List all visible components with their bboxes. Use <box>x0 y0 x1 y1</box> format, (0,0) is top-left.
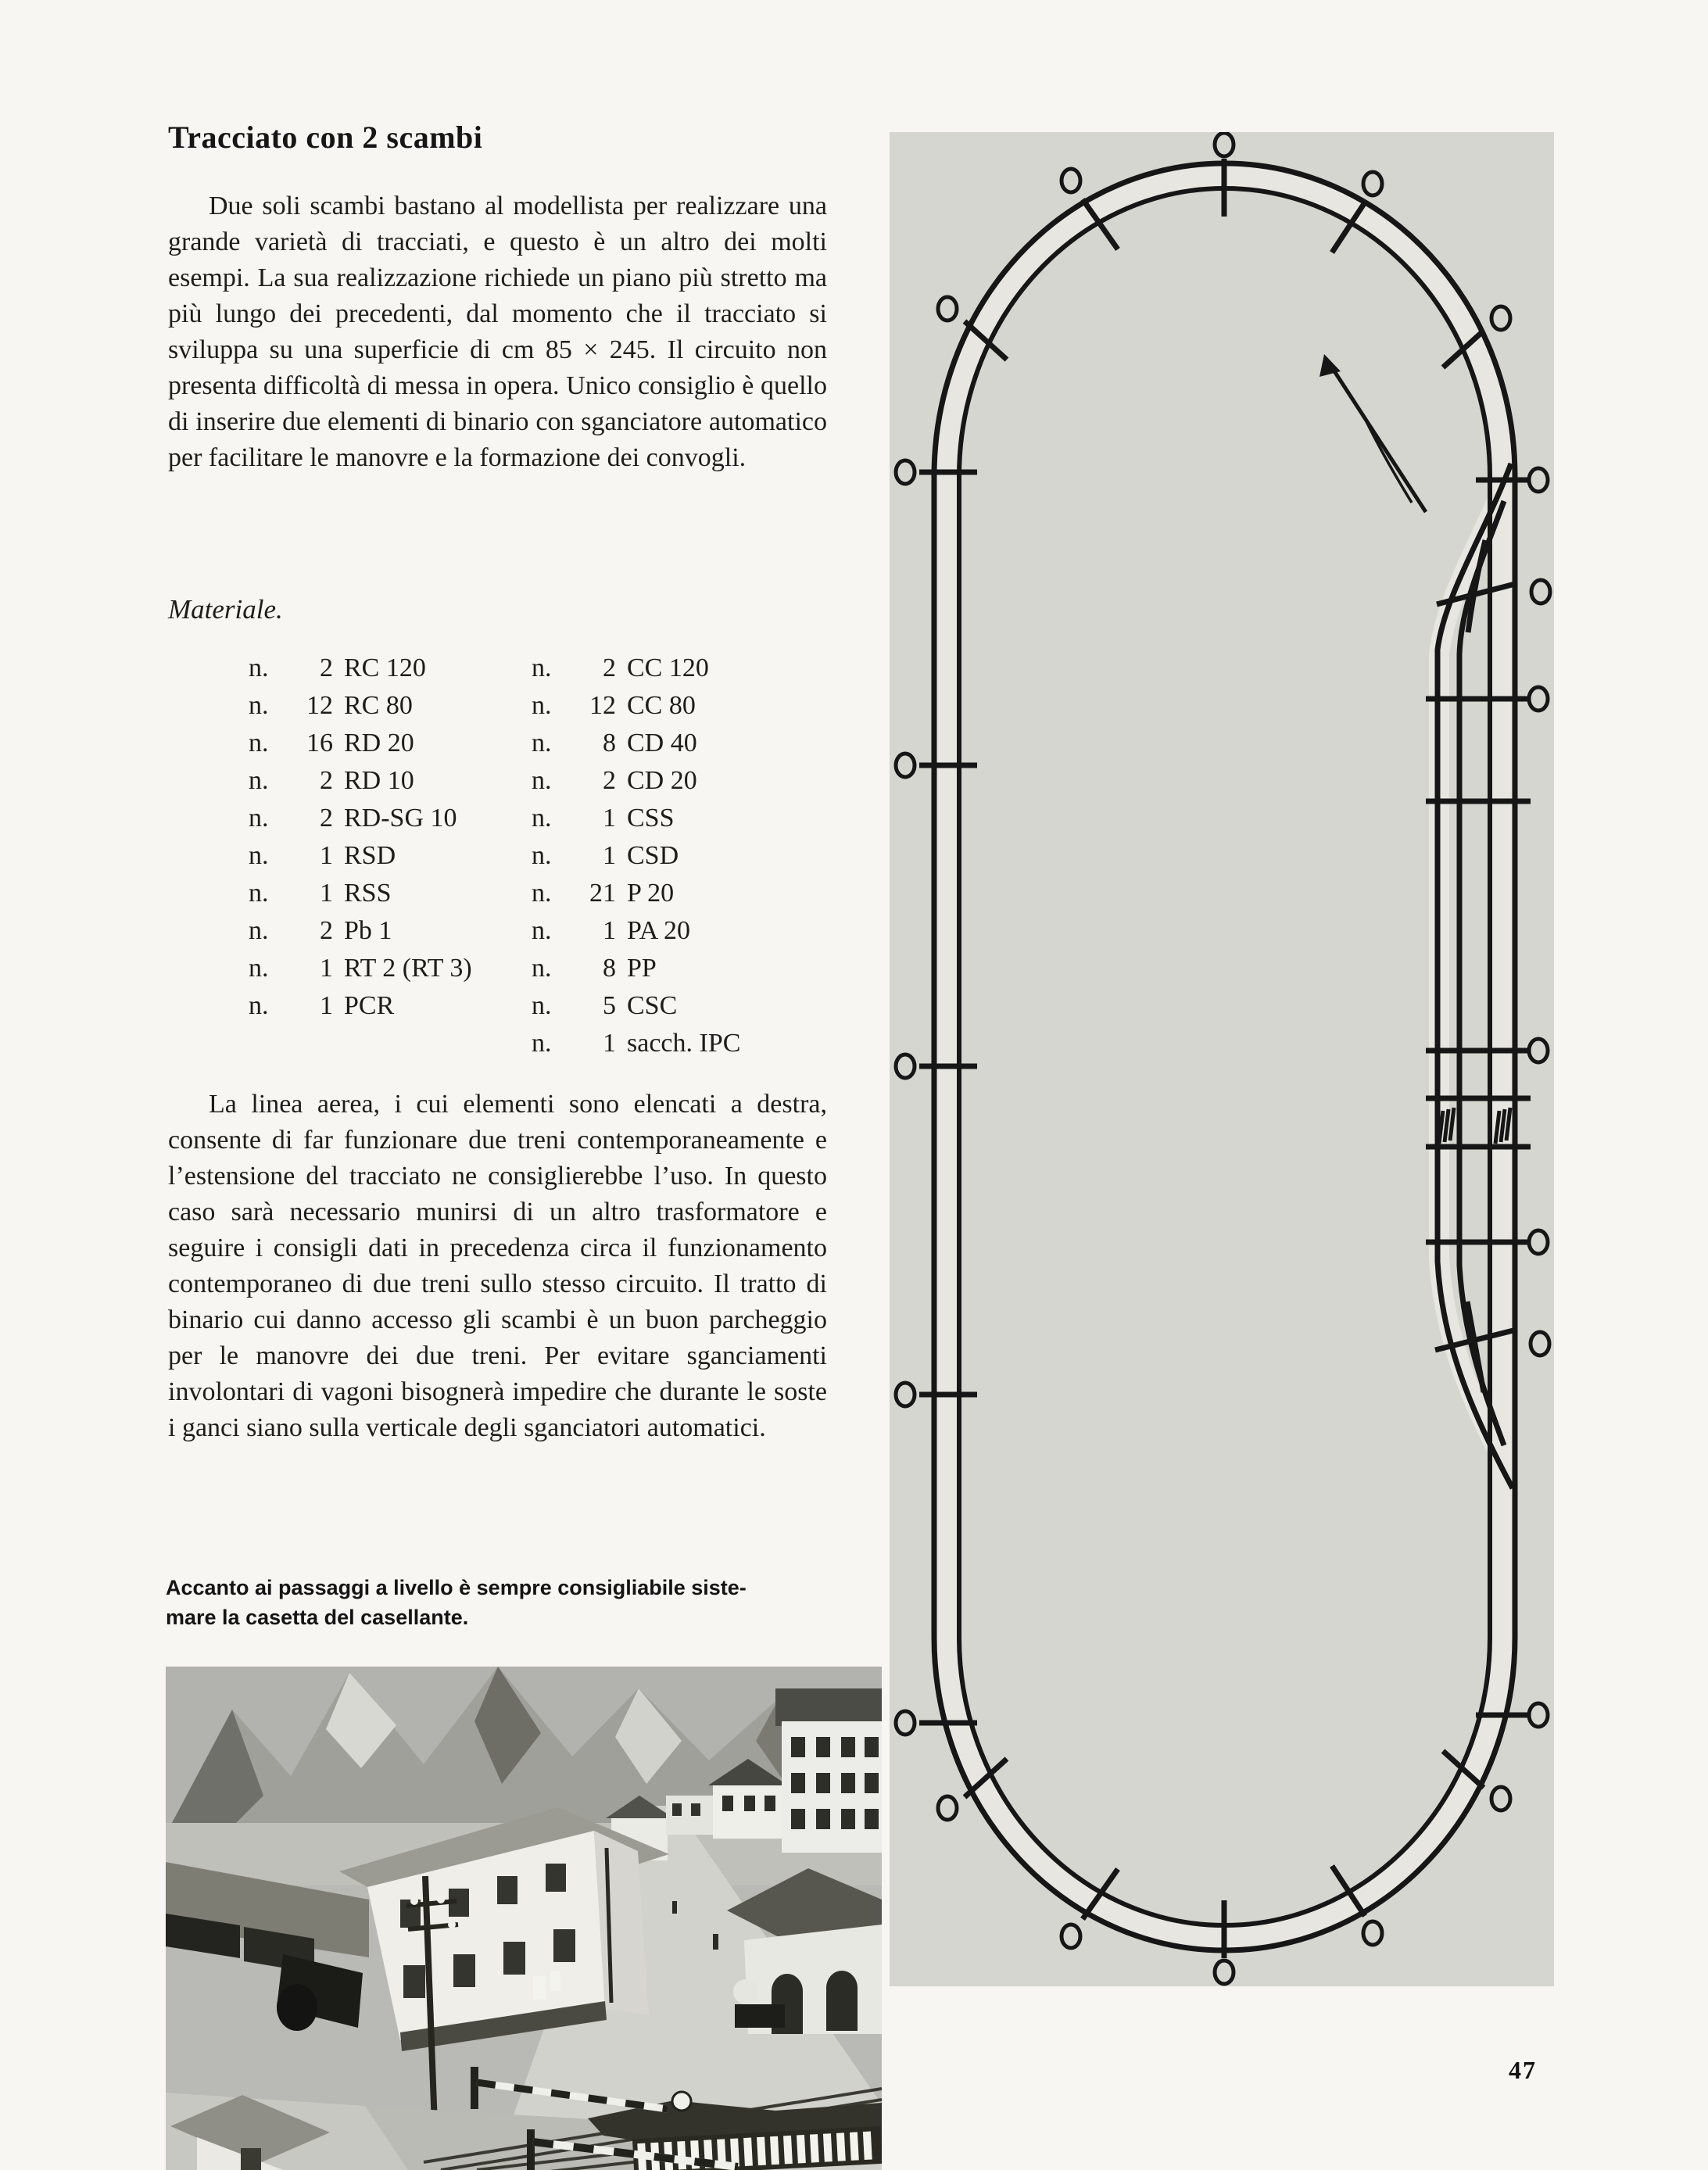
materials-code: RC 120 <box>344 654 426 682</box>
catenary-mast-icons <box>896 133 1550 1984</box>
materials-n: n. <box>249 879 269 908</box>
materials-code: PCR <box>344 991 395 1020</box>
materials-n: n. <box>532 691 552 720</box>
materials-row <box>249 841 514 879</box>
materials-row <box>532 804 813 841</box>
materials-qty: 12 <box>306 691 333 720</box>
materials-n: n. <box>249 841 269 870</box>
materials-code: RD 10 <box>344 766 414 795</box>
materials-qty: 2 <box>320 804 333 833</box>
materials-code: RSS <box>344 879 392 908</box>
materials-code: CD 40 <box>627 729 697 757</box>
materials-row <box>249 991 514 1029</box>
materials-n: n. <box>532 841 552 870</box>
photo-engine-shed <box>727 1868 882 2034</box>
materials-heading: Materiale. <box>168 594 283 625</box>
materials-qty: 8 <box>603 729 616 757</box>
photo-caption <box>166 1573 932 1632</box>
materials-code: CC 80 <box>627 691 696 720</box>
materials-qty: 12 <box>589 691 616 720</box>
track-plan-diagram <box>890 132 1554 1986</box>
direction-arrow-icon <box>1319 354 1426 512</box>
materials-row <box>532 654 813 691</box>
materials-code: RD-SG 10 <box>344 804 457 833</box>
materials-code: CD 20 <box>627 766 697 795</box>
photo-caption-line-2: mare la casetta del casellante. <box>166 1606 469 1629</box>
materials-qty: 2 <box>320 766 333 795</box>
page-title: Tracciato con 2 scambi <box>168 120 483 155</box>
materials-qty: 1 <box>603 804 616 833</box>
materials-row <box>532 991 813 1029</box>
materials-code: PP <box>627 954 657 983</box>
materials-code: P 20 <box>627 879 675 908</box>
photo-house-top-right <box>775 1688 882 1853</box>
materials-row <box>249 954 514 991</box>
materials-qty: 1 <box>320 991 333 1020</box>
materials-qty: 21 <box>589 879 616 908</box>
materials-list <box>249 654 813 1066</box>
materials-n: n. <box>249 729 269 757</box>
materials-qty: 16 <box>306 729 333 757</box>
materials-code: RT 2 (RT 3) <box>344 954 472 983</box>
materials-qty: 1 <box>320 954 333 983</box>
materials-n: n. <box>532 916 552 945</box>
materials-row <box>532 691 813 729</box>
materials-row <box>249 654 514 691</box>
photo-caption-line-1: Accanto ai passaggi a livello è sempre consigliabile siste- <box>166 1576 747 1599</box>
materials-qty: 8 <box>603 954 616 983</box>
materials-row <box>532 954 813 991</box>
materials-n: n. <box>532 954 552 983</box>
materials-column-left <box>249 654 514 1066</box>
materials-qty: 1 <box>603 841 616 870</box>
materials-qty: 2 <box>603 766 616 795</box>
materials-n: n. <box>249 691 269 720</box>
materials-column-right <box>532 654 813 1066</box>
materials-row <box>532 729 813 766</box>
materials-row <box>532 879 813 916</box>
materials-n: n. <box>249 954 269 983</box>
materials-code: RD 20 <box>344 729 414 757</box>
materials-n: n. <box>532 1029 552 1058</box>
materials-qty: 5 <box>603 991 616 1020</box>
materials-qty: 1 <box>320 879 333 908</box>
materials-row <box>532 766 813 804</box>
materials-code: CSS <box>627 804 675 833</box>
materials-code: CSC <box>627 991 678 1020</box>
photo-train <box>166 1862 369 2031</box>
materials-row <box>249 879 514 916</box>
materials-n: n. <box>249 916 269 945</box>
materials-qty: 2 <box>320 654 333 682</box>
materials-row <box>249 804 514 841</box>
materials-row <box>249 729 514 766</box>
text-column <box>168 119 827 1651</box>
track-bed <box>947 176 1502 1938</box>
materials-row <box>249 691 514 729</box>
materials-n: n. <box>532 654 552 682</box>
main-loop-track <box>934 163 1515 1950</box>
materials-n: n. <box>532 804 552 833</box>
materials-code: RC 80 <box>344 691 413 720</box>
materials-row <box>532 841 813 879</box>
materials-n: n. <box>532 729 552 757</box>
materials-row <box>532 1029 813 1066</box>
materials-row <box>532 916 813 954</box>
materials-n: n. <box>249 991 269 1020</box>
materials-code: Pb 1 <box>344 916 392 945</box>
materials-n: n. <box>532 766 552 795</box>
photo-model-railway-scene <box>166 1667 882 2170</box>
materials-n: n. <box>249 766 269 795</box>
materials-code: sacch. IPC <box>627 1029 741 1058</box>
materials-code: RSD <box>344 841 396 870</box>
materials-n: n. <box>532 991 552 1020</box>
materials-code: CSD <box>627 841 679 870</box>
materials-n: n. <box>249 654 269 682</box>
materials-code: CC 120 <box>627 654 709 682</box>
materials-row <box>249 916 514 954</box>
materials-qty: 1 <box>603 916 616 945</box>
paragraph-overhead-line: La linea aerea, i cui elementi sono elencati a destra, consente di far funzionare due treni contemporaneamente e l’estensione del tracciato ne consiglierebbe l’uso. In questo caso sarà necessario munirsi di un altro trasformatore e seguire i consigli dati in precedenza circa il funzionamento contemporaneo di due treni sullo stesso circuito. Il tratto di binario cui danno accesso gli scambi è un buon parcheggio per le manovre dei due treni. Per evitare sganciamenti involontari di vagoni bisognerà impedire che durante le soste i ganci siano sulla verticale degli sganciatori automatici. <box>168 1090 827 1442</box>
materials-qty: 2 <box>603 654 616 682</box>
materials-qty: 2 <box>320 916 333 945</box>
materials-qty: 1 <box>320 841 333 870</box>
materials-qty: 1 <box>603 1029 616 1058</box>
page-number: 47 <box>1509 2056 1537 2084</box>
materials-row <box>249 766 514 804</box>
materials-n: n. <box>249 804 269 833</box>
paragraph-intro: Due soli scambi bastano al modellista per realizzare una grande varietà di tracciati, e questo è un altro dei molti esempi. La sua realizzazione richiede un piano più stretto ma più lungo dei precedenti, dal momento che il tracciato si sviluppa su una superficie di cm 85 × 245. Il circuito non presenta difficoltà di messa in opera. Unico consiglio è quello di inserire due elementi di binario con sganciatore automatico per facilitare le manovre e la formazione dei convogli. <box>168 192 827 472</box>
materials-code: PA 20 <box>627 916 690 945</box>
materials-n: n. <box>532 879 552 908</box>
